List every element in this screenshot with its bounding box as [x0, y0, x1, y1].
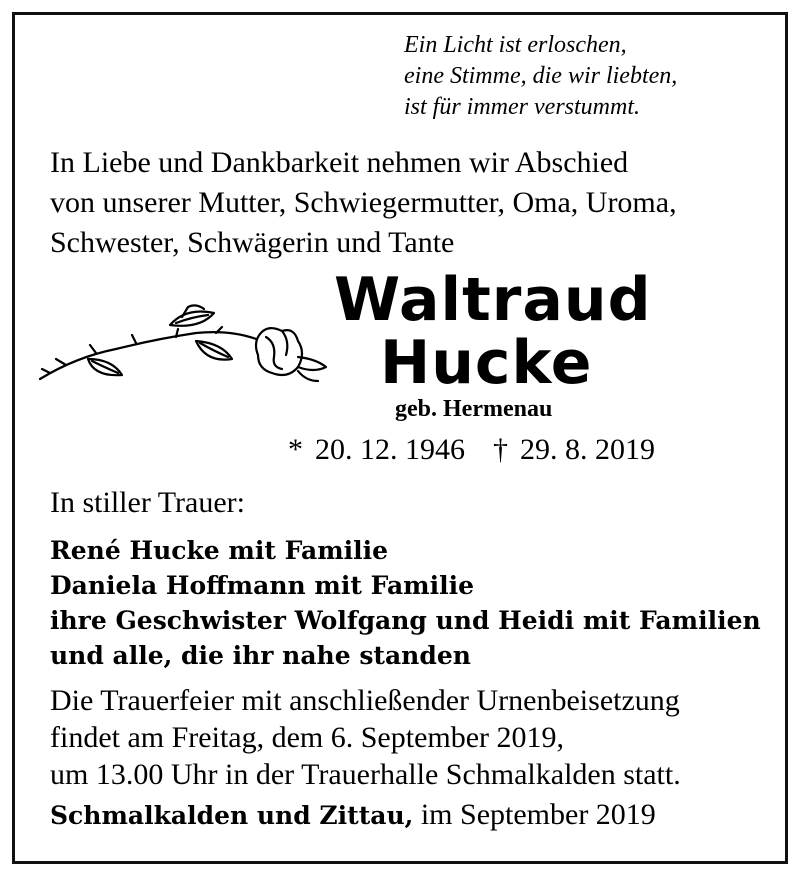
poem-line: eine Stimme, die wir liebten, — [404, 63, 678, 89]
poem-line: Ein Licht ist erloschen, — [404, 32, 627, 58]
poem-line: ist für immer verstummt. — [404, 94, 640, 120]
death-date: 29. 8. 2019 — [520, 433, 655, 466]
birth-date: 20. 12. 1946 — [315, 433, 465, 466]
poem — [404, 30, 677, 123]
life-dates — [288, 433, 667, 467]
mourner-entry: ihre Geschwister Wolfgang und Heidi mit Familien — [50, 606, 761, 635]
service-line: Die Trauerfeier mit anschließender Urnenbeisetzung — [50, 684, 680, 717]
mourner-entry: Daniela Hoffmann mit Familie — [50, 571, 475, 600]
service-line: um 13.00 Uhr in der Trauerhalle Schmalkalden statt. — [50, 758, 681, 791]
places: Schmalkalden und Zittau, — [50, 801, 414, 830]
mourner-entry: René Hucke mit Familie — [50, 536, 389, 565]
date-text: im September 2019 — [413, 798, 656, 831]
intro-line: In Liebe und Dankbarkeit nehmen wir Abschied — [50, 146, 629, 179]
rose-branch-icon — [36, 297, 336, 397]
service-line: findet am Freitag, dem 6. September 2019, — [50, 721, 565, 754]
intro-line: von unserer Mutter, Schwiegermutter, Oma, Uroma, — [50, 186, 677, 219]
service-notice — [50, 682, 681, 793]
deceased-last-name: Hucke — [380, 328, 593, 398]
intro-line: Schwester, Schwägerin und Tante — [50, 226, 455, 259]
birth-symbol: * — [288, 433, 303, 466]
death-symbol: † — [493, 433, 508, 466]
maiden-name: geb. Hermenau — [395, 396, 553, 422]
mourning-heading: In stiller Trauer: — [50, 486, 245, 519]
intro-text — [50, 143, 677, 263]
mourners-list — [50, 533, 761, 673]
mourner-entry: und alle, die ihr nahe standen — [50, 641, 471, 670]
place-date-line — [50, 798, 656, 832]
deceased-first-name: Waltraud — [334, 265, 652, 335]
